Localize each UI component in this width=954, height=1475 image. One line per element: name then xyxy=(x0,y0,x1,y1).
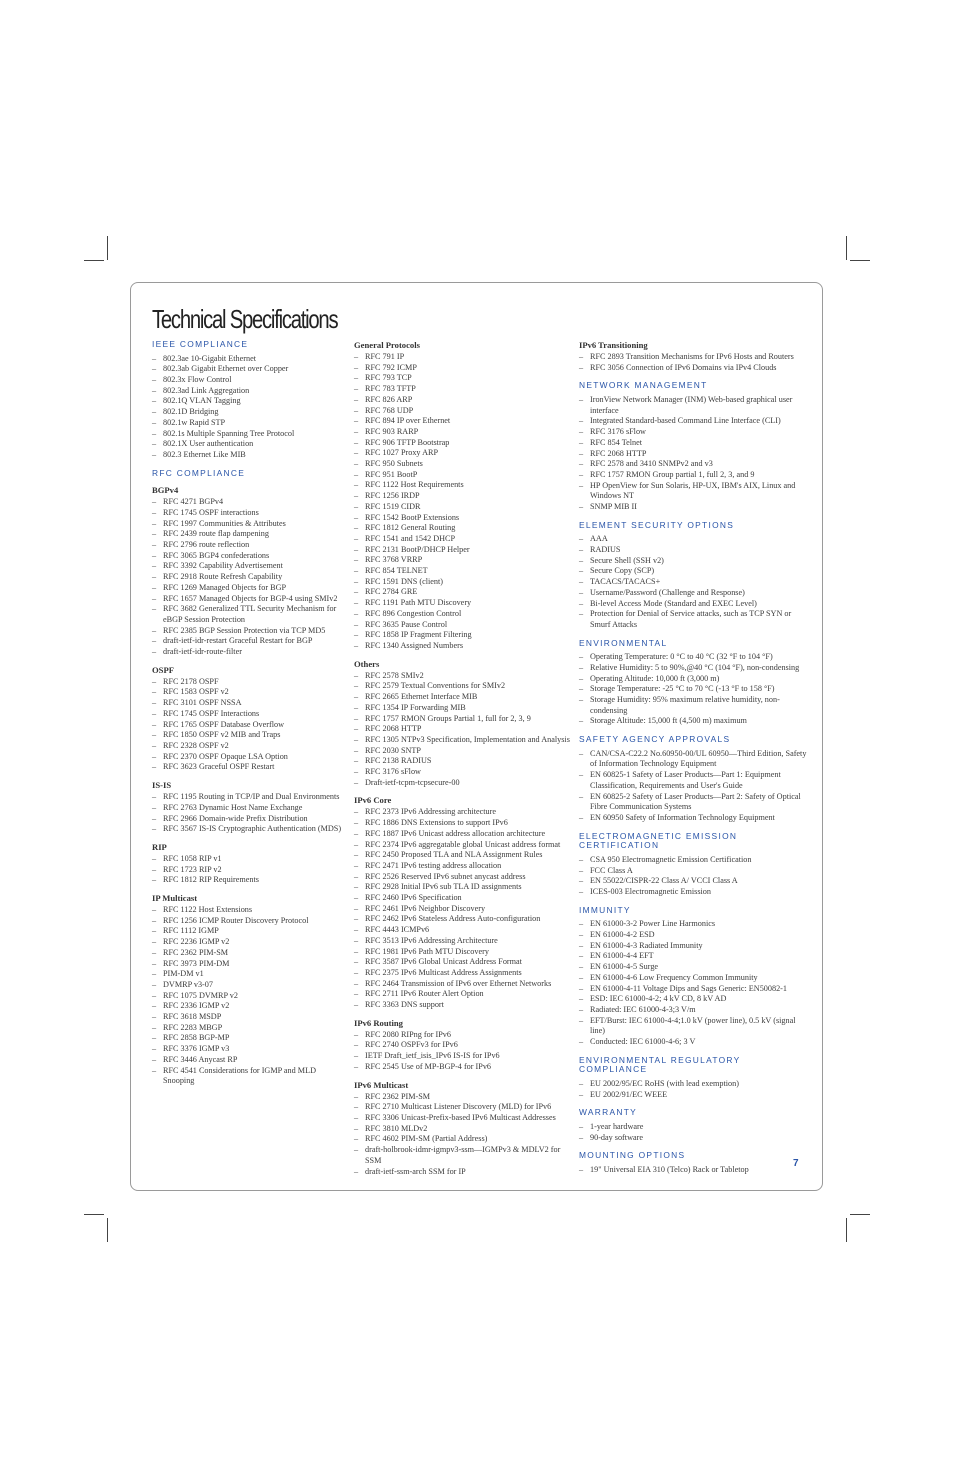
spec-item: – RFC 1191 Path MTU Discovery xyxy=(354,598,572,609)
crop-mark xyxy=(850,260,870,261)
spec-item: – RFC 783 TFTP xyxy=(354,384,572,395)
spec-list xyxy=(579,749,807,824)
spec-item: – RFC 2374 IPv6 aggregatable global Unicast address format xyxy=(354,840,572,851)
spec-item: – HP OpenView for Sun Solaris, HP-UX, IBM's AIX, Linux and Windows NT xyxy=(579,481,807,502)
spec-item: – RFC 1981 IPv6 Path MTU Discovery xyxy=(354,947,572,958)
spec-item: – Username/Password (Challenge and Response) xyxy=(579,588,807,599)
spec-item: – Relative Humidity: 5 to 90%,@40 °C (104 °F), non-condensing xyxy=(579,663,807,674)
spec-item: – RFC 2131 BootP/DHCP Helper xyxy=(354,545,572,556)
spec-item: – RFC 2545 Use of MP-BGP-4 for IPv6 xyxy=(354,1062,572,1073)
spec-item: – Operating Altitude: 10,000 ft (3,000 m) xyxy=(579,674,807,685)
spec-item: – RFC 4602 PIM-SM (Partial Address) xyxy=(354,1134,572,1145)
section-heading: ENVIRONMENTAL REGULATORY COMPLIANCE xyxy=(579,1054,741,1075)
spec-list xyxy=(579,534,807,630)
spec-item: – ICES-003 Electromagnetic Emission xyxy=(579,887,807,898)
section-heading: ELECTROMAGNETIC EMISSION CERTIFICATION xyxy=(579,830,738,851)
spec-item: – RFC 2578 SMIv2 xyxy=(354,671,572,682)
spec-item: – RFC 951 BootP xyxy=(354,470,572,481)
spec-item: – RFC 2328 OSPF v2 xyxy=(152,741,342,752)
section-heading: SAFETY AGENCY APPROVALS xyxy=(579,734,731,745)
spec-item: – RFC 1269 Managed Objects for BGP xyxy=(152,583,342,594)
spec-item: – TACACS/TACACS+ xyxy=(579,577,807,588)
spec-item: – RADIUS xyxy=(579,545,807,556)
spec-item: – RFC 3810 MLDv2 xyxy=(354,1124,572,1135)
spec-item: – RFC 1340 Assigned Numbers xyxy=(354,641,572,652)
spec-item: – RFC 2385 BGP Session Protection via TCP MD5 xyxy=(152,626,342,637)
spec-list xyxy=(354,807,572,1010)
crop-mark xyxy=(84,260,104,261)
spec-item: – RFC 2460 IPv6 Specification xyxy=(354,893,572,904)
spec-item: – RFC 3682 Generalized TTL Security Mechanism for eBGP Session Protection xyxy=(152,604,342,625)
spec-item: – RFC 2665 Ethernet Interface MIB xyxy=(354,692,572,703)
spec-item: – RFC 1757 RMON Groups Partial 1, full for 2, 3, 9 xyxy=(354,714,572,725)
spec-item: – RFC 1027 Proxy ARP xyxy=(354,448,572,459)
spec-item: – Operating Temperature: 0 °C to 40 °C (32 °F to 104 °F) xyxy=(579,652,807,663)
spec-item: – Storage Temperature: -25 °C to 70 °C (-13 °F to 158 °F) xyxy=(579,684,807,695)
spec-item: – RFC 3567 IS-IS Cryptographic Authentication (MDS) xyxy=(152,824,342,835)
crop-mark xyxy=(846,236,847,260)
spec-item: – CAN/CSA-C22.2 No.60950-00/UL 60950—Third Edition, Safety of Information Technology Equipment xyxy=(579,749,807,770)
spec-item: – EN 60950 Safety of Information Technology Equipment xyxy=(579,813,807,824)
spec-item: – RFC 2375 IPv6 Multicast Address Assignments xyxy=(354,968,572,979)
spec-item: – IETF Draft_ietf_isis_IPv6 IS-IS for IPv6 xyxy=(354,1051,572,1062)
spec-item: – RFC 1583 OSPF v2 xyxy=(152,687,342,698)
section-heading: MOUNTING OPTIONS xyxy=(579,1150,686,1161)
spec-item: – RFC 793 TCP xyxy=(354,373,572,384)
spec-item: – Bi-level Access Mode (Standard and EXEC Level) xyxy=(579,599,807,610)
spec-item: – Integrated Standard-based Command Line Interface (CLI) xyxy=(579,416,807,427)
spec-item: – RFC 2462 IPv6 Stateless Address Auto-configuration xyxy=(354,914,572,925)
spec-item: – RFC 2373 IPv6 Addressing architecture xyxy=(354,807,572,818)
spec-item: – Radiated: IEC 61000-4-3;3 V/m xyxy=(579,1005,807,1016)
spec-column-2 xyxy=(354,340,572,1177)
spec-item: – RFC 1058 RIP v1 xyxy=(152,854,342,865)
section-heading: WARRANTY xyxy=(579,1107,638,1118)
spec-item: – RFC 1122 Host Extensions xyxy=(152,905,342,916)
spec-list xyxy=(579,855,807,898)
section-heading: IPv6 Routing xyxy=(354,1017,403,1028)
spec-item: – RFC 1887 IPv6 Unicast address allocation architecture xyxy=(354,829,572,840)
spec-item: – RFC 3065 BGP4 confederations xyxy=(152,551,342,562)
spec-item: – RFC 2283 MBGP xyxy=(152,1023,342,1034)
spec-list xyxy=(579,352,807,373)
spec-item: – RFC 4443 ICMPv6 xyxy=(354,925,572,936)
spec-list xyxy=(579,395,807,513)
spec-item: – RFC 2796 route reflection xyxy=(152,540,342,551)
spec-item: – RFC 3768 VRRP xyxy=(354,555,572,566)
spec-item: – EU 2002/95/EC RoHS (with lead exemption) xyxy=(579,1079,807,1090)
section-heading: BGPv4 xyxy=(152,485,179,496)
spec-list xyxy=(579,919,807,1047)
spec-item: – RFC 1256 IRDP xyxy=(354,491,572,502)
spec-list xyxy=(354,352,572,652)
spec-list xyxy=(152,792,342,835)
crop-mark xyxy=(107,1218,108,1242)
section-heading: General Protocols xyxy=(354,340,420,350)
spec-item: – RFC 2858 BGP-MP xyxy=(152,1033,342,1044)
spec-item: – EN 61000-4-4 EFT xyxy=(579,951,807,962)
spec-item: – 802.3 Ethernet Like MIB xyxy=(152,450,342,461)
spec-item: – RFC 3363 DNS support xyxy=(354,1000,572,1011)
spec-item: – RFC 1745 OSPF interactions xyxy=(152,508,342,519)
spec-item: – RFC 950 Subnets xyxy=(354,459,572,470)
spec-item: – RFC 1519 CIDR xyxy=(354,502,572,513)
spec-item: – RFC 1765 OSPF Database Overflow xyxy=(152,720,342,731)
spec-item: – RFC 1858 IP Fragment Filtering xyxy=(354,630,572,641)
spec-item: – RFC 791 IP xyxy=(354,352,572,363)
spec-item: – 19" Universal EIA 310 (Telco) Rack or Tabletop xyxy=(579,1165,807,1176)
spec-item: – EN 55022/CISPR-22 Class A/ VCCI Class A xyxy=(579,876,807,887)
spec-item: – RFC 2236 IGMP v2 xyxy=(152,937,342,948)
spec-item: – RFC 3176 sFlow xyxy=(354,767,572,778)
spec-item: – RFC 2711 IPv6 Router Alert Option xyxy=(354,989,572,1000)
spec-item: – EN 60825-2 Safety of Laser Products—Part 2: Safety of Optical Fibre Communication Systems xyxy=(579,792,807,813)
spec-item: – RFC 768 UDP xyxy=(354,406,572,417)
spec-item: – RFC 1541 and 1542 DHCP xyxy=(354,534,572,545)
spec-item: – RFC 3635 Pause Control xyxy=(354,620,572,631)
spec-item: – RFC 1812 General Routing xyxy=(354,523,572,534)
section-heading: RIP xyxy=(152,841,167,852)
spec-list xyxy=(152,677,342,773)
spec-column-3 xyxy=(579,340,807,1176)
spec-item: – RFC 4271 BGPv4 xyxy=(152,497,342,508)
spec-item: – RFC 2893 Transition Mechanisms for IPv6 Hosts and Routers xyxy=(579,352,807,363)
spec-item: – RFC 3101 OSPF NSSA xyxy=(152,698,342,709)
spec-item: – RFC 2966 Domain-wide Prefix Distribution xyxy=(152,814,342,825)
spec-item: – RFC 1112 IGMP xyxy=(152,926,342,937)
spec-item: – Secure Copy (SCP) xyxy=(579,566,807,577)
spec-item: – 802.3ae 10-Gigabit Ethernet xyxy=(152,354,342,365)
spec-item: – 802.3x Flow Control xyxy=(152,375,342,386)
spec-item: – RFC 1745 OSPF Interactions xyxy=(152,709,342,720)
spec-item: – RFC 3306 Unicast-Prefix-based IPv6 Multicast Addresses xyxy=(354,1113,572,1124)
spec-item: – EN 61000-4-6 Low Frequency Common Immunity xyxy=(579,973,807,984)
spec-item: – draft-ietf-idr-restart Graceful Restart for BGP xyxy=(152,636,342,647)
spec-item: – Conducted: IEC 61000-4-6; 3 V xyxy=(579,1037,807,1048)
spec-item: – RFC 896 Congestion Control xyxy=(354,609,572,620)
spec-item: – RFC 2461 IPv6 Neighbor Discovery xyxy=(354,904,572,915)
spec-list xyxy=(152,497,342,658)
spec-item: – RFC 3618 MSDP xyxy=(152,1012,342,1023)
spec-item: – RFC 1256 ICMP Router Discovery Protocol xyxy=(152,916,342,927)
spec-item: – RFC 2526 Reserved IPv6 subnet anycast address xyxy=(354,872,572,883)
spec-list xyxy=(152,854,342,886)
spec-item: – RFC 906 TFTP Bootstrap xyxy=(354,438,572,449)
spec-item: – RFC 2336 IGMP v2 xyxy=(152,1001,342,1012)
spec-item: – RFC 3446 Anycast RP xyxy=(152,1055,342,1066)
spec-item: – 802.1w Rapid STP xyxy=(152,418,342,429)
spec-item: – RFC 894 IP over Ethernet xyxy=(354,416,572,427)
spec-item: – RFC 2464 Transmission of IPv6 over Ethernet Networks xyxy=(354,979,572,990)
spec-item: – RFC 2450 Proposed TLA and NLA Assignment Rules xyxy=(354,850,572,861)
section-heading: IP Multicast xyxy=(152,893,198,904)
spec-item: – RFC 792 ICMP xyxy=(354,363,572,374)
spec-item: – RFC 2030 SNTP xyxy=(354,746,572,757)
spec-item: – RFC 2362 PIM-SM xyxy=(152,948,342,959)
spec-item: – CSA 950 Electromagnetic Emission Certification xyxy=(579,855,807,866)
spec-item: – RFC 2763 Dynamic Host Name Exchange xyxy=(152,803,342,814)
spec-item: – EN 61000-4-11 Voltage Dips and Sags Generic: EN50082-1 xyxy=(579,984,807,995)
spec-item: – Storage Altitude: 15,000 ft (4,500 m) maximum xyxy=(579,716,807,727)
spec-item: – RFC 1657 Managed Objects for BGP-4 using SMIv2 xyxy=(152,594,342,605)
spec-item: – DVMRP v3-07 xyxy=(152,980,342,991)
section-heading: Others xyxy=(354,658,380,669)
section-heading: OSPF xyxy=(152,664,174,675)
spec-item: – FCC Class A xyxy=(579,866,807,877)
spec-item: – RFC 2138 RADIUS xyxy=(354,756,572,767)
spec-item: – 802.3ab Gigabit Ethernet over Copper xyxy=(152,364,342,375)
spec-item: – RFC 2740 OSPFv3 for IPv6 xyxy=(354,1040,572,1051)
spec-list xyxy=(579,1122,807,1143)
spec-item: – Protection for Denial of Service attacks, such as TCP SYN or Smurf Attacks xyxy=(579,609,807,630)
spec-item: – RFC 2578 and 3410 SNMPv2 and v3 xyxy=(579,459,807,470)
spec-item: – RFC 1757 RMON Group partial 1, full 2, 3, and 9 xyxy=(579,470,807,481)
spec-item: – RFC 1195 Routing in TCP/IP and Dual Environments xyxy=(152,792,342,803)
spec-item: – RFC 2784 GRE xyxy=(354,587,572,598)
spec-item: – RFC 1812 RIP Requirements xyxy=(152,875,342,886)
crop-mark xyxy=(84,1214,104,1215)
spec-item: – RFC 1305 NTPv3 Specification, Implementation and Analysis xyxy=(354,735,572,746)
spec-item: – RFC 2928 Initial IPv6 sub TLA ID assignments xyxy=(354,882,572,893)
section-heading: IMMUNITY xyxy=(579,904,631,915)
crop-mark xyxy=(846,1218,847,1242)
spec-item: – RFC 1850 OSPF v2 MIB and Traps xyxy=(152,730,342,741)
spec-item: – RFC 2178 OSPF xyxy=(152,677,342,688)
spec-item: – RFC 2579 Textual Conventions for SMIv2 xyxy=(354,681,572,692)
page-title: Technical Specifications xyxy=(152,304,338,334)
spec-item: – RFC 1542 BootP Extensions xyxy=(354,513,572,524)
spec-item: – Secure Shell (SSH v2) xyxy=(579,556,807,567)
spec-list xyxy=(152,354,342,461)
spec-item: – RFC 2710 Multicast Listener Discovery (MLD) for IPv6 xyxy=(354,1102,572,1113)
spec-item: – RFC 1997 Communities & Attributes xyxy=(152,519,342,530)
spec-item: – draft-ietf-ssm-arch SSM for IP xyxy=(354,1167,572,1178)
spec-item: – 802.1s Multiple Spanning Tree Protocol xyxy=(152,429,342,440)
spec-item: – Draft-ietf-tcpm-tcpsecure-00 xyxy=(354,778,572,789)
spec-item: – 802.1X User authentication xyxy=(152,439,342,450)
spec-item: – EU 2002/91/EC WEEE xyxy=(579,1090,807,1101)
crop-mark xyxy=(850,1214,870,1215)
page-number: 7 xyxy=(793,1158,799,1169)
spec-item: – RFC 903 RARP xyxy=(354,427,572,438)
spec-list xyxy=(579,652,807,727)
spec-item: – EFT/Burst: IEC 61000-4-4;1.0 kV (power line), 0.5 kV (signal line) xyxy=(579,1016,807,1037)
spec-list xyxy=(354,1092,572,1178)
spec-list xyxy=(354,671,572,789)
spec-item: – RFC 2362 PIM-SM xyxy=(354,1092,572,1103)
section-heading: ENVIRONMENTAL xyxy=(579,637,668,648)
spec-list xyxy=(579,1165,807,1176)
spec-item: – 802.1D Bridging xyxy=(152,407,342,418)
spec-item: – RFC 2439 route flap dampening xyxy=(152,529,342,540)
spec-item: – PIM-DM v1 xyxy=(152,969,342,980)
spec-list xyxy=(354,1030,572,1073)
spec-item: – RFC 4541 Considerations for IGMP and MLD Snooping xyxy=(152,1066,342,1087)
spec-item: – RFC 1591 DNS (client) xyxy=(354,577,572,588)
spec-list xyxy=(152,905,342,1087)
spec-item: – RFC 1075 DVMRP v2 xyxy=(152,991,342,1002)
spec-item: – RFC 2068 HTTP xyxy=(579,449,807,460)
spec-item: – 90-day software xyxy=(579,1133,807,1144)
spec-item: – RFC 3587 IPv6 Global Unicast Address Format xyxy=(354,957,572,968)
section-heading: IEEE COMPLIANCE xyxy=(152,339,249,349)
spec-item: – EN 61000-3-2 Power Line Harmonics xyxy=(579,919,807,930)
spec-item: – RFC 826 ARP xyxy=(354,395,572,406)
spec-item: – IronView Network Manager (INM) Web-based graphical user interface xyxy=(579,395,807,416)
spec-item: – RFC 854 TELNET xyxy=(354,566,572,577)
spec-item: – RFC 1354 IP Forwarding MIB xyxy=(354,703,572,714)
spec-column-1 xyxy=(152,340,342,1087)
section-heading: NETWORK MANAGEMENT xyxy=(579,380,708,391)
spec-item: – RFC 3056 Connection of IPv6 Domains via IPv4 Clouds xyxy=(579,363,807,374)
spec-item: – draft-holbrook-idmr-igmpv3-ssm—IGMPv3 & MDLV2 for SSM xyxy=(354,1145,572,1166)
spec-item: – SNMP MIB II xyxy=(579,502,807,513)
spec-item: – ESD: IEC 61000-4-2; 4 kV CD, 8 kV AD xyxy=(579,994,807,1005)
spec-item: – RFC 3973 PIM-DM xyxy=(152,959,342,970)
spec-item: – RFC 3376 IGMP v3 xyxy=(152,1044,342,1055)
spec-item: – 1-year hardware xyxy=(579,1122,807,1133)
spec-item: – RFC 3176 sFlow xyxy=(579,427,807,438)
crop-mark xyxy=(107,236,108,260)
spec-item: – RFC 854 Telnet xyxy=(579,438,807,449)
spec-item: – EN 61000-4-5 Surge xyxy=(579,962,807,973)
spec-item: – RFC 2068 HTTP xyxy=(354,724,572,735)
section-heading: RFC COMPLIANCE xyxy=(152,467,246,478)
spec-item: – RFC 3513 IPv6 Addressing Architecture xyxy=(354,936,572,947)
spec-item: – EN 61000-4-3 Radiated Immunity xyxy=(579,941,807,952)
section-heading: IPv6 Core xyxy=(354,795,392,806)
spec-item: – RFC 2471 IPv6 testing address allocation xyxy=(354,861,572,872)
spec-item: – EN 60825-1 Safety of Laser Products—Part 1: Equipment Classification, Requirements and User's Guide xyxy=(579,770,807,791)
section-heading: IPv6 Transitioning xyxy=(579,340,648,350)
spec-item: – RFC 2080 RIPng for IPv6 xyxy=(354,1030,572,1041)
spec-item: – RFC 1723 RIP v2 xyxy=(152,865,342,876)
section-heading: IS-IS xyxy=(152,780,172,791)
spec-item: – AAA xyxy=(579,534,807,545)
spec-item: – RFC 1122 Host Requirements xyxy=(354,480,572,491)
spec-item: – RFC 2918 Route Refresh Capability xyxy=(152,572,342,583)
spec-item: – 802.1Q VLAN Tagging xyxy=(152,396,342,407)
spec-item: – RFC 2370 OSPF Opaque LSA Option xyxy=(152,752,342,763)
spec-item: – 802.3ad Link Aggregation xyxy=(152,386,342,397)
section-heading: IPv6 Multicast xyxy=(354,1079,409,1090)
section-heading: ELEMENT SECURITY OPTIONS xyxy=(579,519,735,530)
spec-item: – RFC 3392 Capability Advertisement xyxy=(152,561,342,572)
spec-item: – RFC 3623 Graceful OSPF Restart xyxy=(152,762,342,773)
spec-item: – EN 61000-4-2 ESD xyxy=(579,930,807,941)
spec-item: – Storage Humidity: 95% maximum relative humidity, non-condensing xyxy=(579,695,807,716)
spec-list xyxy=(579,1079,807,1100)
spec-item: – draft-ietf-idr-route-filter xyxy=(152,647,342,658)
spec-item: – RFC 1886 DNS Extensions to support IPv6 xyxy=(354,818,572,829)
